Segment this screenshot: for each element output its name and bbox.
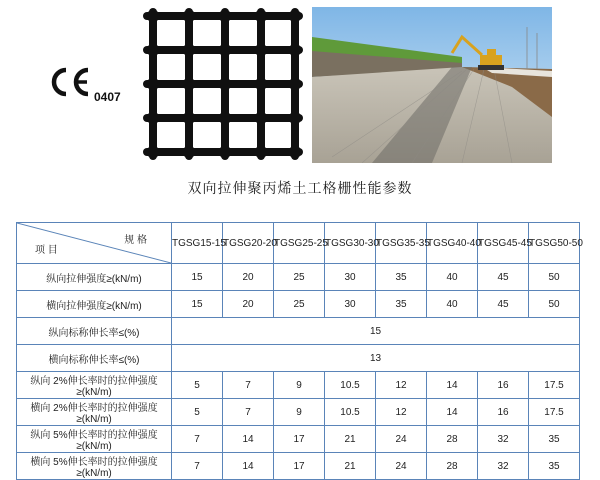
header-diagonal-cell: [17, 223, 172, 264]
model-header: TGSG30-30: [325, 223, 376, 264]
model-header: TGSG20-20: [223, 223, 274, 264]
header-item-label: 项 目: [35, 245, 58, 256]
table-row: [17, 372, 580, 399]
table-cell: 20: [223, 264, 274, 291]
row-label: 纵向 2%伸长率时的拉伸强度≥(kN/m): [17, 372, 172, 399]
table-cell: 14: [427, 372, 478, 399]
table-cell: 20: [223, 291, 274, 318]
table-cell: 14: [427, 399, 478, 426]
table-cell: 17: [274, 453, 325, 480]
table-cell: 12: [376, 399, 427, 426]
geogrid-sample-icon: [143, 8, 303, 160]
table-cell: 35: [376, 264, 427, 291]
spec-table: [16, 222, 583, 480]
table-cell: 14: [223, 453, 274, 480]
table-cell: 17: [274, 426, 325, 453]
row-label: 纵向拉伸强度≥(kN/m): [17, 264, 172, 291]
table-cell: 7: [172, 453, 223, 480]
model-header: TGSG45-45: [478, 223, 529, 264]
table-cell: 21: [325, 453, 376, 480]
row-label: 纵向 5%伸长率时的拉伸强度≥(kN/m): [17, 426, 172, 453]
table-cell: 25: [274, 264, 325, 291]
header-spec-label: 规 格: [124, 235, 147, 246]
table-row: [17, 318, 580, 345]
row-label: 横向 2%伸长率时的拉伸强度≥(kN/m): [17, 399, 172, 426]
model-header: TGSG40-40: [427, 223, 478, 264]
table-cell: 35: [529, 453, 580, 480]
row-label: 横向标称伸长率≤(%): [17, 345, 172, 372]
page-title: 双向拉伸聚丙烯土工格栅性能参数: [187, 181, 413, 197]
table-row: [17, 426, 580, 453]
table-cell: 10.5: [325, 399, 376, 426]
table-cell: 7: [172, 426, 223, 453]
table-cell: 5: [172, 399, 223, 426]
table-cell: 24: [376, 453, 427, 480]
table-cell: 35: [376, 291, 427, 318]
model-header: TGSG50-50: [529, 223, 580, 264]
construction-site-photo-icon: [312, 7, 552, 163]
table-cell: 9: [274, 399, 325, 426]
table-cell: 25: [274, 291, 325, 318]
table-row: [17, 291, 580, 318]
table-cell: 50: [529, 264, 580, 291]
table-cell: 40: [427, 291, 478, 318]
table-cell: 35: [529, 426, 580, 453]
table-cell: 14: [223, 426, 274, 453]
table-cell: 15: [172, 291, 223, 318]
table-cell: 40: [427, 264, 478, 291]
model-header: TGSG25-25: [274, 223, 325, 264]
table-cell: 21: [325, 426, 376, 453]
table-cell: 45: [478, 291, 529, 318]
table-cell: 45: [478, 264, 529, 291]
table-cell: 28: [427, 453, 478, 480]
table-header-row: [17, 223, 580, 264]
ce-certification-code: 0407: [94, 90, 121, 104]
ce-mark-icon: [46, 66, 92, 98]
table-cell: 16: [478, 372, 529, 399]
table-cell: 7: [223, 372, 274, 399]
table-row: [17, 264, 580, 291]
table-cell: 5: [172, 372, 223, 399]
table-cell: 32: [478, 426, 529, 453]
table-cell: 15: [172, 264, 223, 291]
merged-cell: 13: [172, 345, 580, 372]
table-cell: 7: [223, 399, 274, 426]
merged-cell: 15: [172, 318, 580, 345]
table-cell: 9: [274, 372, 325, 399]
table-cell: 30: [325, 291, 376, 318]
row-label: 横向拉伸强度≥(kN/m): [17, 291, 172, 318]
model-header: TGSG15-15: [172, 223, 223, 264]
table-cell: 10.5: [325, 372, 376, 399]
table-cell: 24: [376, 426, 427, 453]
table-cell: 50: [529, 291, 580, 318]
table-cell: 28: [427, 426, 478, 453]
table-cell: 16: [478, 399, 529, 426]
row-label: 横向 5%伸长率时的拉伸强度≥(kN/m): [17, 453, 172, 480]
table-row: [17, 453, 580, 480]
table-cell: 17.5: [529, 372, 580, 399]
model-header: TGSG35-35: [376, 223, 427, 264]
table-cell: 30: [325, 264, 376, 291]
table-cell: 32: [478, 453, 529, 480]
table-cell: 12: [376, 372, 427, 399]
table-cell: 17.5: [529, 399, 580, 426]
table-row: [17, 399, 580, 426]
row-label: 纵向标称伸长率≤(%): [17, 318, 172, 345]
table-row: [17, 345, 580, 372]
